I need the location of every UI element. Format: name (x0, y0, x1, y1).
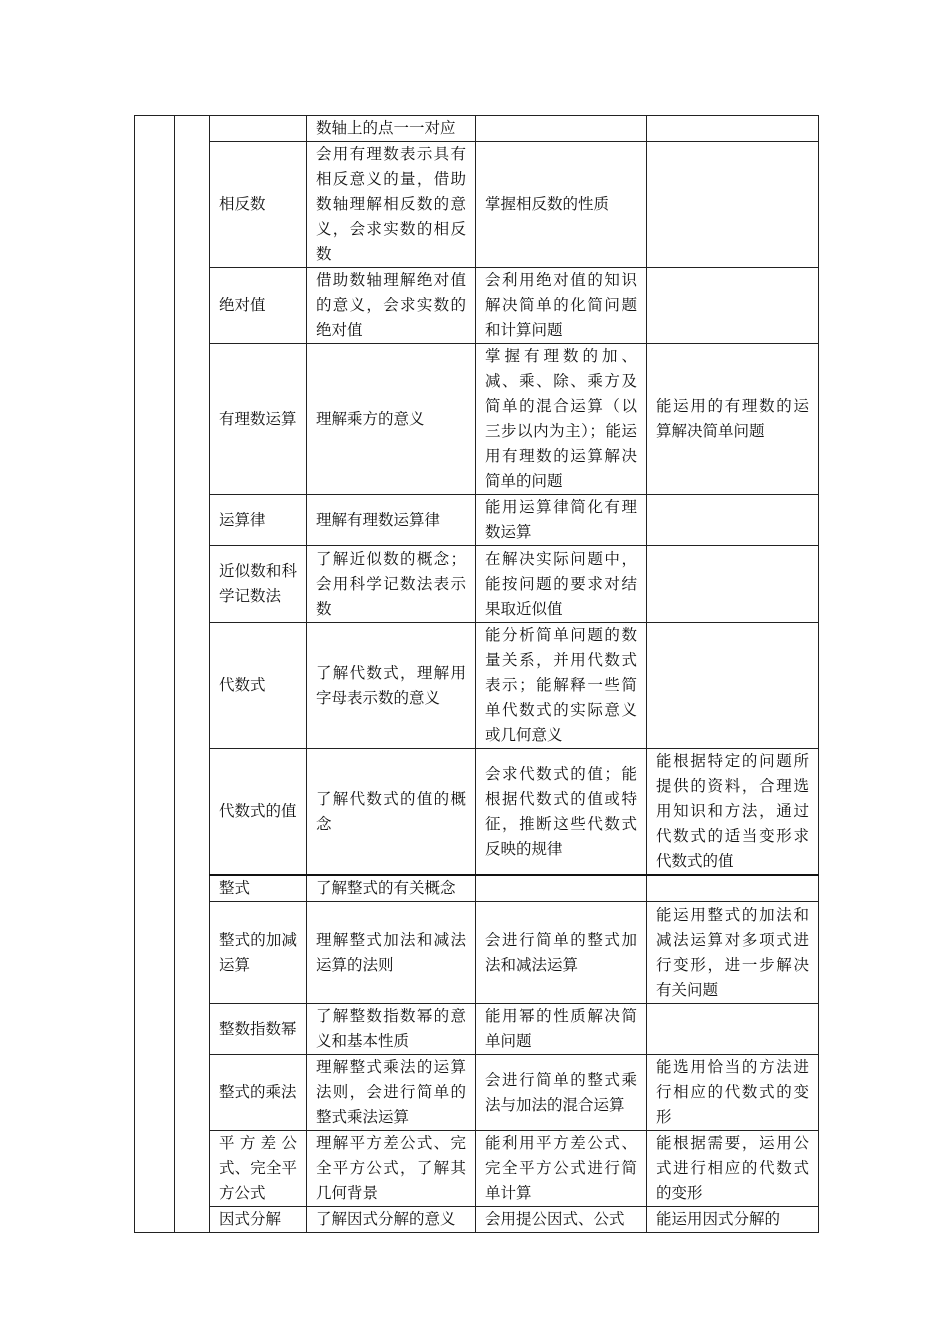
table-row (135, 546, 819, 623)
master-cell: 会利用绝对值的知识解决简单的化简问题和计算问题 (476, 268, 647, 344)
master-cell: 能分析简单问题的数量关系，并用代数式表示；能解释一些简单代数式的实际意义或几何意义 (476, 623, 647, 749)
outer-category-cell (135, 116, 175, 1233)
table-row (135, 268, 819, 344)
table-row (135, 875, 819, 902)
master-cell (476, 875, 647, 902)
apply-cell (647, 268, 819, 344)
understand-cell: 理解整式乘法的运算法则，会进行简单的整式乘法运算 (307, 1055, 476, 1131)
master-cell (476, 116, 647, 142)
understand-cell: 了解因式分解的意义 (307, 1207, 476, 1233)
topic-cell: 整式 (210, 875, 307, 902)
understand-cell: 会用有理数表示具有相反意义的量，借助数轴理解相反数的意义，会求实数的相反数 (307, 142, 476, 268)
apply-cell: 能运用因式分解的 (647, 1207, 819, 1233)
table-row (135, 1055, 819, 1131)
table-row (135, 495, 819, 546)
table-row (135, 902, 819, 1004)
topic-cell: 相反数 (210, 142, 307, 268)
curriculum-table-page (134, 115, 819, 1233)
understand-cell: 理解乘方的意义 (307, 344, 476, 495)
apply-cell: 能根据需要，运用公式进行相应的代数式的变形 (647, 1131, 819, 1207)
master-cell: 掌握相反数的性质 (476, 142, 647, 268)
master-cell: 能用运算律简化有理数运算 (476, 495, 647, 546)
apply-cell (647, 546, 819, 623)
apply-cell (647, 875, 819, 902)
apply-cell: 能运用整式的加法和减法运算对多项式进行变形，进一步解决有关问题 (647, 902, 819, 1004)
understand-cell: 了解代数式的值的概念 (307, 749, 476, 876)
apply-cell (647, 116, 819, 142)
topic-cell: 代数式 (210, 623, 307, 749)
topic-cell: 整式的加减运算 (210, 902, 307, 1004)
table-row (135, 142, 819, 268)
topic-cell: 代数式的值 (210, 749, 307, 876)
master-cell: 会求代数式的值；能根据代数式的值或特征，推断这些代数式反映的规律 (476, 749, 647, 876)
topic-cell: 整式的乘法 (210, 1055, 307, 1131)
understand-cell: 借助数轴理解绝对值的意义，会求实数的绝对值 (307, 268, 476, 344)
master-cell: 会进行简单的整式加法和减法运算 (476, 902, 647, 1004)
topic-cell: 平方差公式、完全平方公式 (210, 1131, 307, 1207)
master-cell: 在解决实际问题中，能按问题的要求对结果取近似值 (476, 546, 647, 623)
understand-cell: 理解平方差公式、完全平方公式，了解其几何背景 (307, 1131, 476, 1207)
master-cell: 会用提公因式、公式 (476, 1207, 647, 1233)
master-cell: 掌握有理数的加、减、乘、除、乘方及简单的混合运算（以三步以内为主）；能运用有理数的运算解决简单的问题 (476, 344, 647, 495)
master-cell: 能用幂的性质解决简单问题 (476, 1004, 647, 1055)
understand-cell: 理解整式加法和减法运算的法则 (307, 902, 476, 1004)
table-row (135, 1131, 819, 1207)
apply-cell: 能运用的有理数的运算解决简单问题 (647, 344, 819, 495)
apply-cell (647, 142, 819, 268)
table-row (135, 1207, 819, 1233)
apply-cell (647, 1004, 819, 1055)
topic-cell: 近似数和科学记数法 (210, 546, 307, 623)
master-cell: 能利用平方差公式、完全平方公式进行简单计算 (476, 1131, 647, 1207)
table-row (135, 749, 819, 876)
table-row (135, 623, 819, 749)
understand-cell: 了解代数式，理解用字母表示数的意义 (307, 623, 476, 749)
understand-cell: 了解近似数的概念；会用科学记数法表示数 (307, 546, 476, 623)
master-cell: 会进行简单的整式乘法与加法的混合运算 (476, 1055, 647, 1131)
topic-cell: 绝对值 (210, 268, 307, 344)
curriculum-table (134, 115, 819, 1233)
topic-cell (210, 116, 307, 142)
table-row (135, 116, 819, 142)
topic-cell: 运算律 (210, 495, 307, 546)
understand-cell: 理解有理数运算律 (307, 495, 476, 546)
sub-category-cell (175, 116, 210, 1233)
apply-cell: 能根据特定的问题所提供的资料，合理选用知识和方法，通过代数式的适当变形求代数式的值 (647, 749, 819, 876)
table-row (135, 1004, 819, 1055)
topic-cell: 因式分解 (210, 1207, 307, 1233)
apply-cell (647, 623, 819, 749)
table-row (135, 344, 819, 495)
apply-cell (647, 495, 819, 546)
apply-cell: 能选用恰当的方法进行相应的代数式的变形 (647, 1055, 819, 1131)
topic-cell: 整数指数幂 (210, 1004, 307, 1055)
topic-cell: 有理数运算 (210, 344, 307, 495)
understand-cell: 数轴上的点一一对应 (307, 116, 476, 142)
understand-cell: 了解整式的有关概念 (307, 875, 476, 902)
understand-cell: 了解整数指数幂的意义和基本性质 (307, 1004, 476, 1055)
